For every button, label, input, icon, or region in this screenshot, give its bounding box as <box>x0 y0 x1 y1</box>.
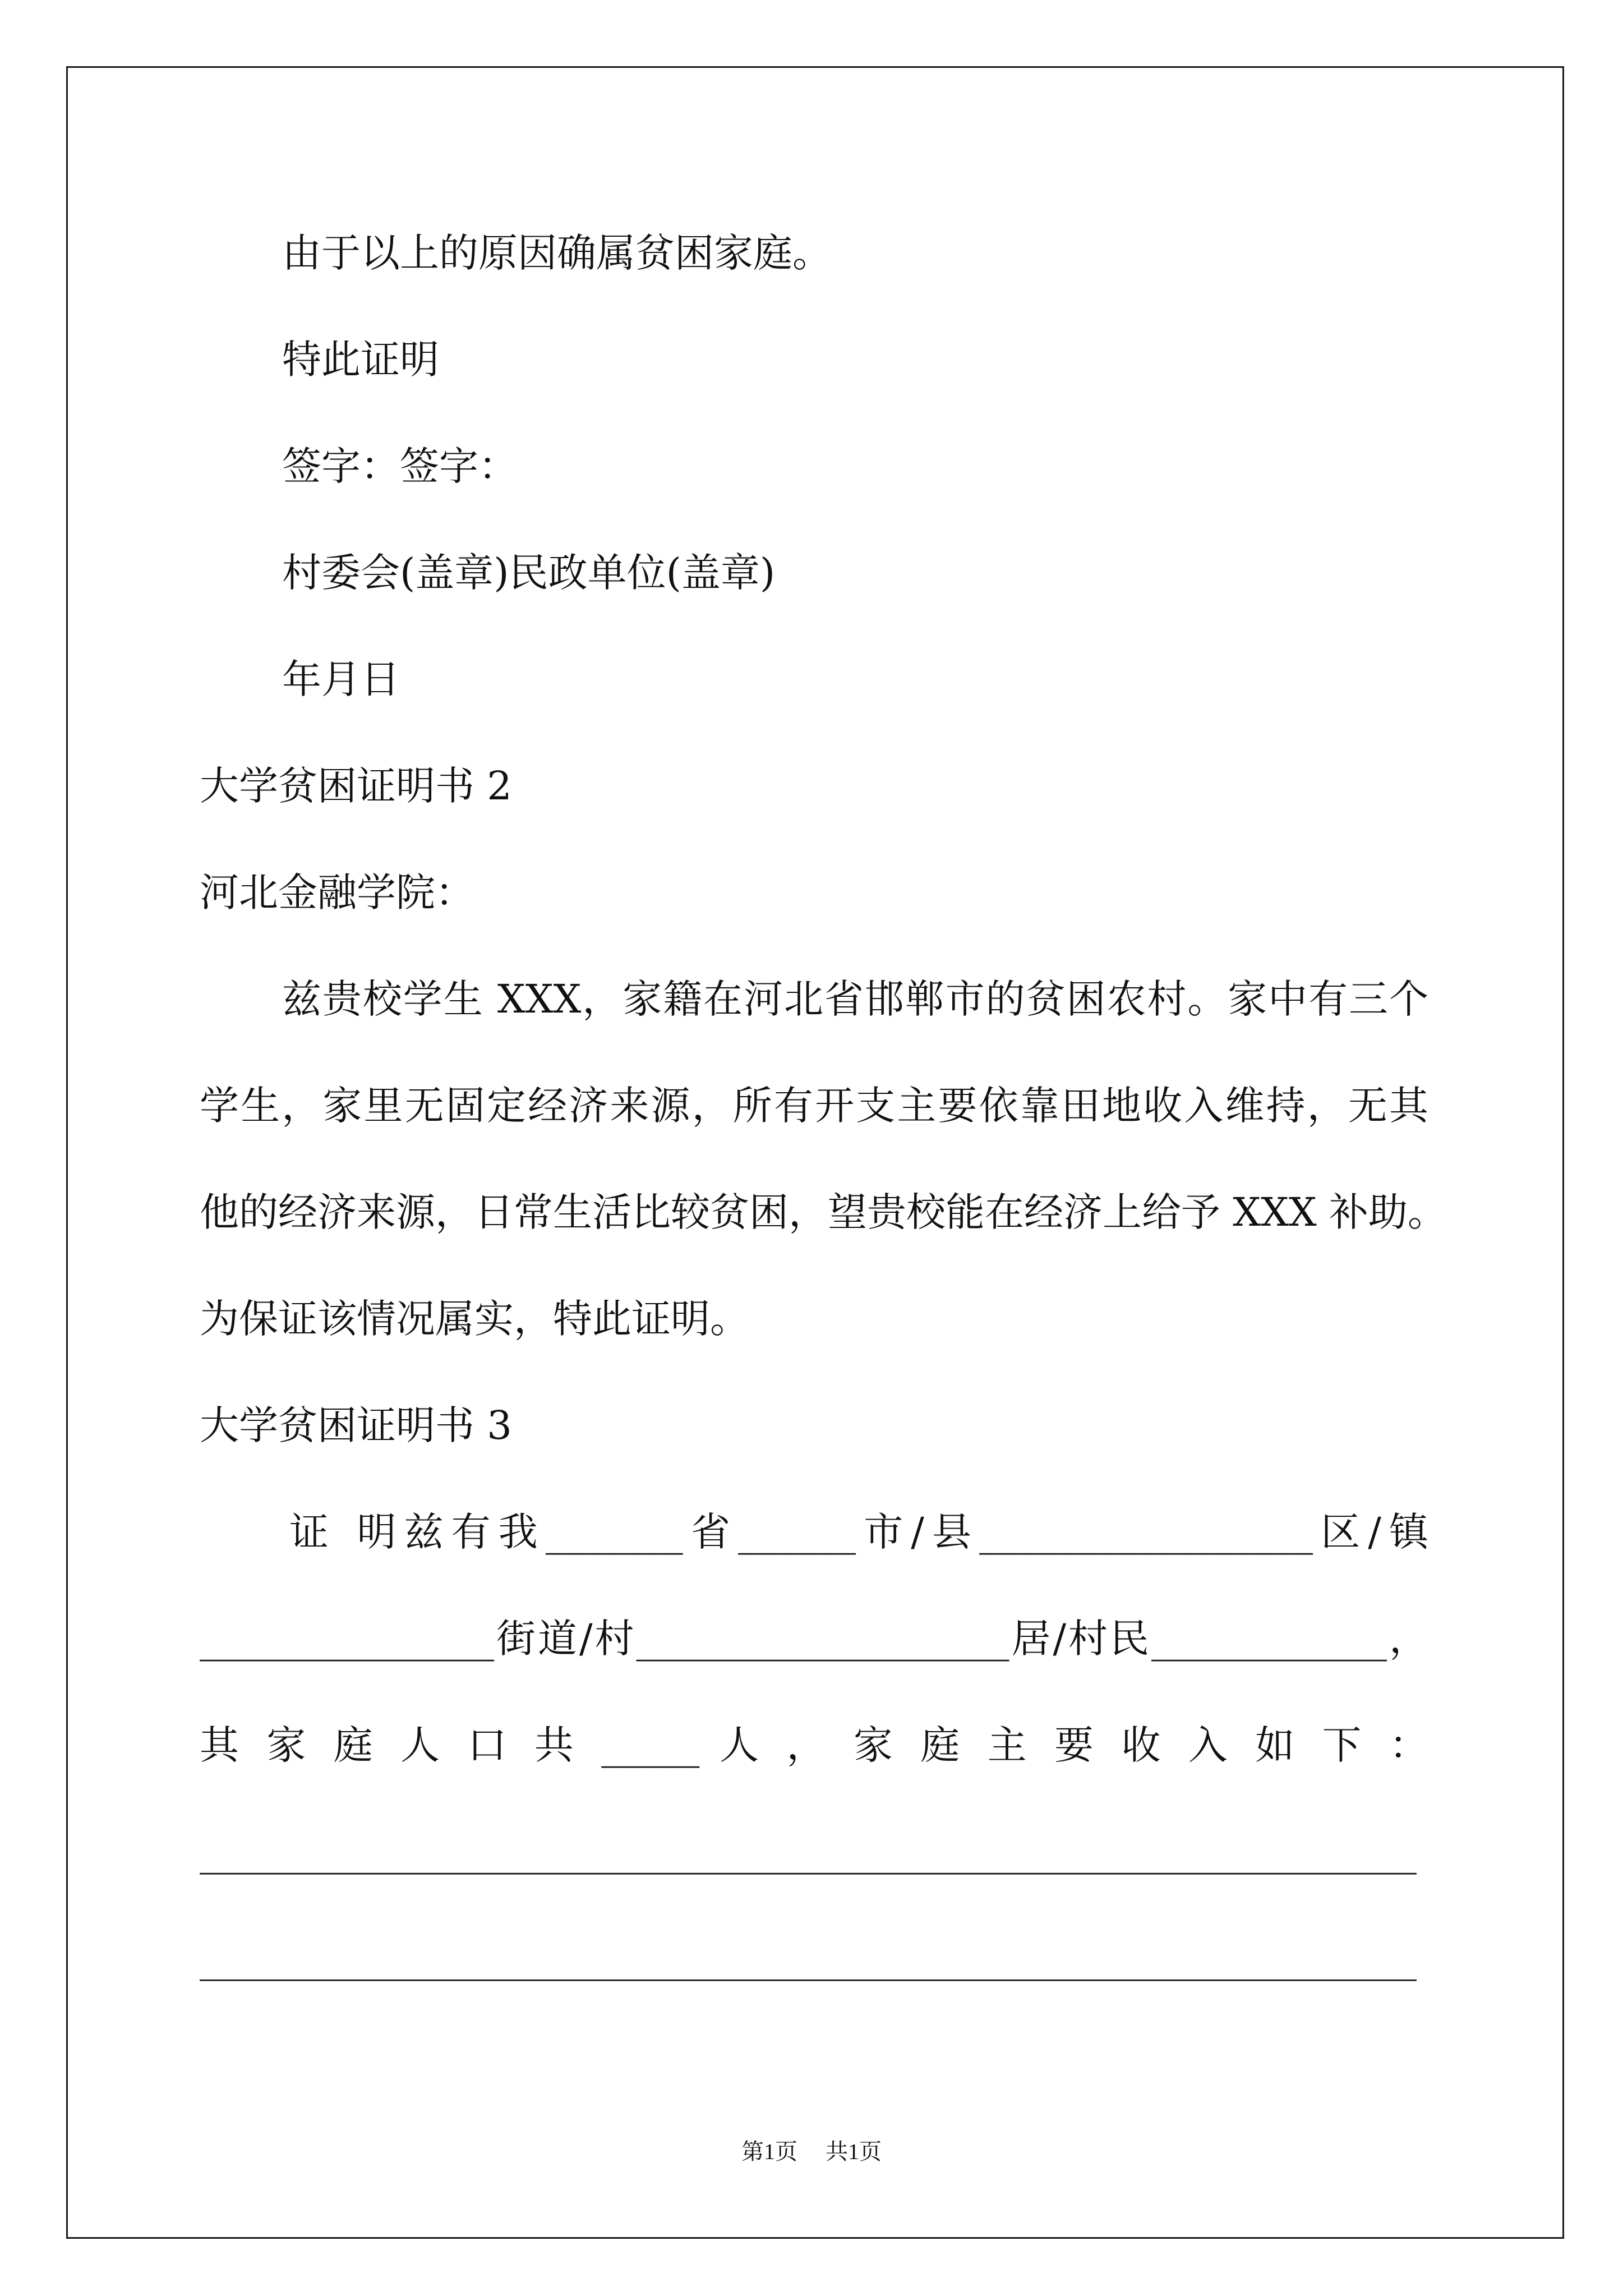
certificate-2-body-line: 为保证该情况属实，特此证明。 <box>200 1296 749 1342</box>
date-line: 年月日 <box>282 656 400 702</box>
reason-line: 由于以上的原因确属贫困家庭。 <box>282 230 832 276</box>
certificate-3-blank-line: ______________________________________________________________ <box>200 1829 1417 1875</box>
seal-line: 村委会(盖章)民政单位(盖章) <box>282 550 776 596</box>
certificate-3-blank-line: ______________________________________________________________ <box>200 1935 1417 1981</box>
certificate-3-title: 大学贫困证明书 3 <box>200 1402 512 1448</box>
certify-line: 特此证明 <box>282 337 439 383</box>
certificate-2-addressee: 河北金融学院： <box>200 869 474 915</box>
certificate-3-residence-line: _______________街道/村___________________居/村民____________， <box>200 1616 1428 1662</box>
certificate-2-body-line: 兹贵校学生 XXX，家籍在河北省邯郸市的贫困农村。家中有三个 <box>282 976 1428 1022</box>
certificate-2-body-line: 他的经济来源，日常生活比较贫困，望贵校能在经济上给予 XXX 补助。 <box>200 1189 1447 1235</box>
signature-line: 签字：签字： <box>282 443 518 489</box>
certificate-3-household-line: 其 家 庭 人 口 共 _____ 人 ， 家 庭 主 要 收 入 如 下 ： <box>200 1722 1428 1768</box>
page-footer: 第1页 共1页 <box>741 2139 882 2164</box>
certificate-2-title: 大学贫困证明书 2 <box>200 763 512 809</box>
document-body <box>200 200 1447 2012</box>
certificate-2-body-line: 学生，家里无固定经济来源，所有开支主要依靠田地收入维持，无其 <box>200 1083 1428 1129</box>
certificate-3-address-line: 证 明兹有我_______省______市/县_________________区/镇 <box>289 1509 1428 1555</box>
